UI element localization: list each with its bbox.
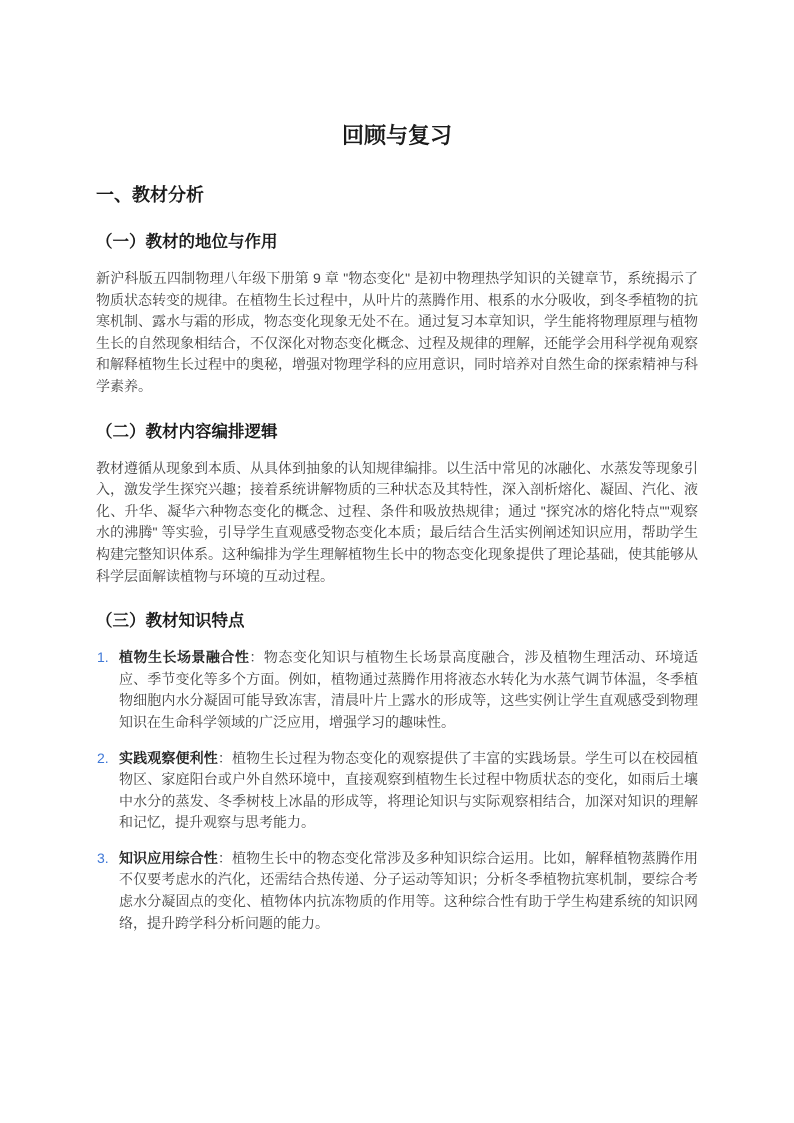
list-item-text: ：植物生长中的物态变化常涉及多种知识综合运用。比如，解释植物蒸腾作用不仅要考虑水的汽化，还需结合热传递、分子运动等知识；分析冬季植物抗寒机制，要综合考虑水分凝固点的变化、植物体内抗冻物质的作用等。这种综合性有助于学生构建系统的知识网络，提升跨学科分析问题的能力。: [119, 849, 698, 931]
list-item-label: 知识应用综合性: [119, 849, 218, 866]
list-item-number: 3.: [97, 849, 109, 866]
knowledge-features-list: [96, 647, 698, 934]
list-item-label: 实践观察便利性: [119, 749, 218, 766]
list-item-scene-integration: [96, 647, 698, 733]
paragraph-content-logic: 教材遵循从现象到本质、从具体到抽象的认知规律编排。以生活中常见的冰融化、水蒸发等现象引入，激发学生探究兴趣；接着系统讲解物质的三种状态及其特性，深入剖析熔化、凝固、汽化、液化、升华、凝华六种物态变化的概念、过程、条件和吸放热规律；通过 "探究冰的熔化特点""观察水的沸腾" 等实验，引导学生直观感受物态变化本质；最后结合生活实例阐述知识应用，帮助学生构建完整知识体系。这种编排为学生理解植物生长中的物态变化现象提供了理论基础，使其能够从科学层面解读植物与环境的互动过程。: [96, 459, 698, 584]
list-item-practice-observation: [96, 748, 698, 834]
list-item-label: 植物生长场景融合性: [119, 649, 250, 666]
paragraph-status-and-role: 新沪科版五四制物理八年级下册第 9 章 "物态变化" 是初中物理热学知识的关键章节，系统揭示了物质状态转变的规律。在植物生长过程中，从叶片的蒸腾作用、根系的水分吸收，到冬季植物的抗寒机制、露水与霜的形成，物态变化现象无处不在。通过复习本章知识，学生能将物理原理与植物生长的自然现象相结合，不仅深化对物态变化概念、过程及规律的理解，还能学会用科学视角观察和解释植物生长过程中的奥秘，增强对物理学科的应用意识，同时培养对自然生命的探索精神与科学素养。: [96, 270, 698, 394]
section-heading-textbook-analysis: 一、教材分析: [96, 185, 204, 205]
subsection-heading-status-and-role: （一）教材的地位与作用: [96, 233, 278, 251]
subsection-heading-knowledge-features: （三）教材知识特点: [96, 612, 245, 631]
list-item-number: 1.: [97, 649, 109, 666]
page-title: 回顾与复习: [341, 123, 452, 148]
list-item-text: ：植物生长过程为物态变化的观察提供了丰富的实践场景。学生可以在校园植物区、家庭阳台或户外自然环境中，直接观察到植物生长过程中物质状态的变化，如雨后土壤中水分的蒸发、冬季树枝上冰晶的形成等，将理论知识与实际观察相结合，加深对知识的理解和记忆，提升观察与思考能力。: [119, 749, 698, 831]
list-item-number: 2.: [97, 749, 109, 766]
list-item-text: ：物态变化知识与植物生长场景高度融合，涉及植物生理活动、环境适应、季节变化等多个方面。例如，植物通过蒸腾作用将液态水转化为水蒸气调节体温，冬季植物细胞内水分凝固可能导致冻害，清晨叶片上露水的形成等，这些实例让学生直观感受到物理知识在生命科学领域的广泛应用，增强学习的趣味性。: [119, 649, 699, 730]
list-item-knowledge-application: [96, 848, 698, 934]
subsection-heading-content-logic: （二）教材内容编排逻辑: [96, 422, 278, 441]
